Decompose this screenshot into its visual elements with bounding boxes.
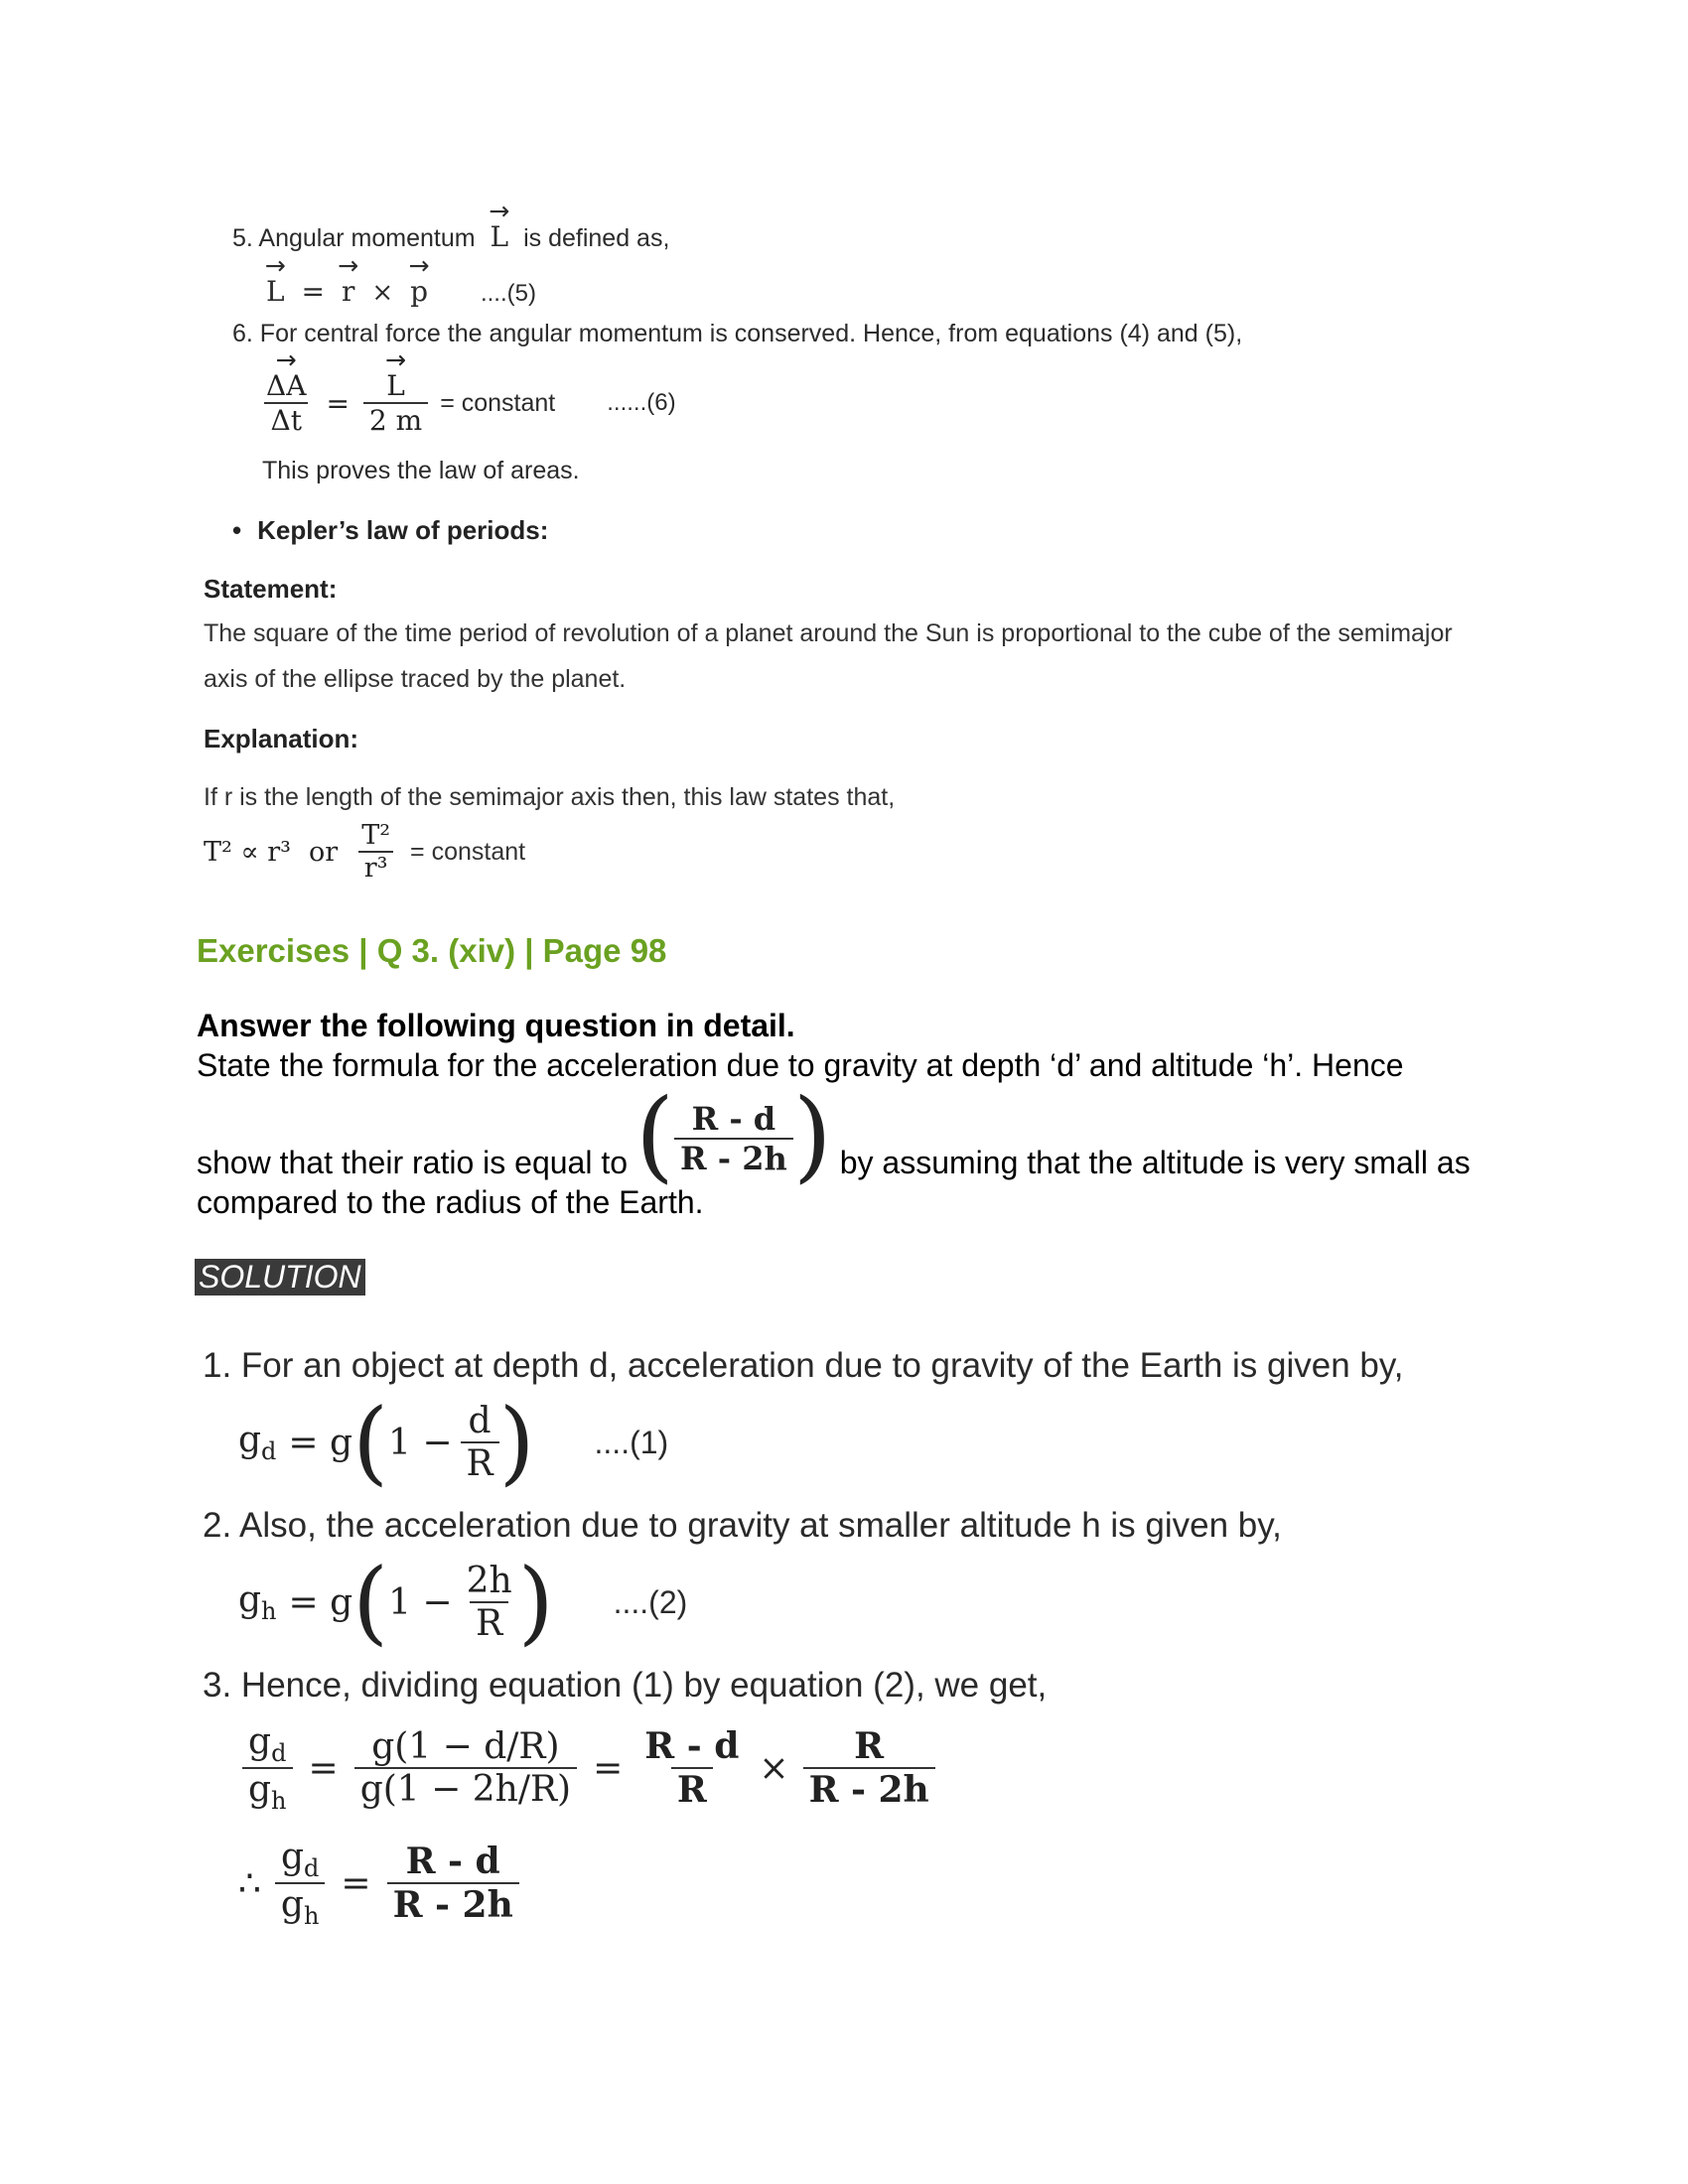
eq1-fraction — [461, 1401, 499, 1484]
eq3-middle-num: g(1 − d/R) — [371, 1726, 560, 1768]
law-of-areas-conclusion: This proves the law of areas. — [262, 457, 580, 484]
eq6-equals: = — [326, 386, 350, 420]
item5-lead: 5. Angular momentum — [232, 224, 476, 252]
eq4-gd: g — [280, 1837, 304, 1877]
eq2-lparen: ( — [352, 1549, 389, 1655]
eq2-ref: ....(2) — [613, 1583, 688, 1620]
eq3-gh: g — [248, 1769, 272, 1811]
eq5-L: → L — [266, 275, 285, 308]
law-proportional: T² ∝ r³ — [204, 836, 292, 868]
ratio-fraction — [674, 1100, 793, 1177]
eq3-right-fraction-1 — [638, 1725, 745, 1811]
eq1-ref: ....(1) — [594, 1424, 669, 1460]
equation-5 — [266, 275, 536, 308]
statement-line-1: The square of the time period of revolution of a planet around the Sun is proportional to the cube of the semimajor — [204, 619, 1453, 647]
solution-badge: SOLUTION — [195, 1259, 365, 1296]
question-line-2-post: by assuming that the altitude is very small as — [839, 1145, 1471, 1180]
question-line-3: compared to the radius of the Earth. — [197, 1184, 704, 1220]
eq4-gh: g — [280, 1884, 304, 1926]
right-paren: ) — [792, 1077, 832, 1193]
eq2-fraction — [461, 1561, 518, 1644]
eq2-g-letter: g — [238, 1578, 262, 1620]
eq3-right-fraction-2 — [803, 1725, 935, 1811]
item6-text: 6. For central force the angular momentum is conserved. Hence, from equations (4) and (5), — [232, 320, 1243, 347]
law-constant: = constant — [410, 837, 526, 866]
eq3-gh-sub: h — [271, 1787, 287, 1816]
equation-2 — [238, 1549, 688, 1655]
statement-label: Statement: — [204, 574, 338, 604]
eq4-left-num — [275, 1837, 325, 1882]
solution-step-2: 2. Also, the acceleration due to gravity at smaller altitude h is given by, — [203, 1506, 1282, 1545]
eq4-equals: = — [341, 1862, 371, 1904]
eq3-r2-num: R — [854, 1725, 885, 1768]
question-instruction: Answer the following question in detail. — [197, 1008, 795, 1043]
eq4-gd-sub: d — [304, 1854, 320, 1883]
eq4-left-fraction — [275, 1837, 326, 1930]
frac-r3: r³ — [358, 851, 394, 884]
left-paren: ( — [635, 1077, 675, 1193]
eq5-r: → r — [342, 275, 354, 308]
frac-L: → L — [380, 369, 411, 402]
eq2-one: 1 − — [388, 1581, 453, 1623]
fraction-T2-r3 — [355, 820, 396, 884]
eq3-left-num — [242, 1721, 292, 1767]
eq1-g-letter: g — [238, 1419, 262, 1460]
solution-step-3: 3. Hence, dividing equation (1) by equation (2), we get, — [203, 1666, 1048, 1705]
fraction-dA-dt — [260, 369, 312, 437]
eq6-ref: ......(6) — [607, 389, 676, 416]
eq3-gd-sub: d — [271, 1739, 287, 1768]
eq3-times: × — [759, 1747, 789, 1789]
eq5-equals: = — [301, 275, 326, 308]
exercise-heading: Exercises | Q 3. (xiv) | Page 98 — [197, 932, 667, 969]
solution-step-1: 1. For an object at depth d, acceleration due to gravity of the Earth is given by, — [203, 1346, 1404, 1385]
item5-tail: is defined as, — [523, 224, 670, 252]
frac-dA: → ΔA — [260, 369, 312, 402]
frac-dt: Δt — [264, 402, 307, 437]
eq4-gh-sub: h — [303, 1902, 320, 1931]
statement-line-2: axis of the ellipse traced by the planet. — [204, 665, 627, 693]
eq3-r2-den: R - 2h — [803, 1767, 935, 1811]
eq1-rparen: ) — [498, 1389, 535, 1495]
item5-line — [232, 220, 669, 253]
fraction-L-2m — [363, 369, 428, 437]
eq4-r-num: R - d — [405, 1841, 500, 1883]
eq1-den: R — [461, 1441, 499, 1484]
equation-3 — [242, 1721, 935, 1815]
therefore-symbol: ∴ — [238, 1862, 261, 1904]
eq3-left-den — [242, 1767, 293, 1815]
vector-L-symbol: → L — [491, 220, 509, 253]
eq2-mid: = g — [288, 1581, 353, 1623]
eq1-g — [238, 1420, 276, 1465]
question-line-2 — [197, 1077, 1471, 1193]
eq3-middle-fraction — [354, 1726, 577, 1810]
law-or: or — [309, 836, 339, 868]
eq1-one: 1 − — [387, 1422, 453, 1463]
eq4-left-den — [275, 1882, 326, 1930]
eq3-gd: g — [248, 1721, 272, 1762]
frac-T2: T² — [361, 820, 391, 851]
eq3-equals-1: = — [308, 1747, 339, 1789]
eq5-ref: ....(5) — [480, 280, 536, 307]
kepler-title: Kepler’s law of periods: — [257, 515, 549, 545]
eq2-sub: h — [261, 1597, 277, 1626]
eq2-g — [238, 1579, 277, 1625]
ratio-num: R - d — [691, 1100, 776, 1138]
eq3-equals-2: = — [593, 1747, 624, 1789]
eq1-num: d — [468, 1401, 492, 1441]
equation-4 — [238, 1837, 519, 1930]
explanation-text: If r is the length of the semimajor axis then, this law states that, — [204, 783, 896, 811]
frac-2m: 2 m — [363, 402, 428, 437]
eq2-rparen: ) — [517, 1549, 554, 1655]
kepler-law-equation — [204, 820, 525, 884]
eq1-mid: = g — [288, 1422, 353, 1463]
eq4-r-den: R - 2h — [387, 1882, 519, 1926]
equation-1 — [238, 1389, 669, 1495]
explanation-label: Explanation: — [204, 724, 359, 753]
eq2-num: 2h — [466, 1561, 512, 1601]
eq5-p: → p — [410, 275, 428, 308]
ratio-den: R - 2h — [674, 1138, 793, 1177]
eq1-lparen: ( — [352, 1389, 388, 1495]
eq3-r1-num: R - d — [644, 1725, 740, 1768]
eq5-times: × — [371, 278, 394, 308]
eq1-sub: d — [261, 1437, 277, 1466]
equation-6 — [260, 369, 676, 437]
eq3-middle-den: g(1 − 2h/R) — [354, 1767, 577, 1810]
eq3-r1-den: R — [671, 1767, 713, 1811]
eq3-left-fraction — [242, 1721, 293, 1815]
question-line-2-pre: show that their ratio is equal to — [197, 1145, 629, 1180]
eq6-rhs: = constant — [440, 388, 556, 417]
eq4-right-fraction — [387, 1841, 519, 1926]
eq2-den: R — [470, 1601, 508, 1644]
question-line-1: State the formula for the acceleration due to gravity at depth ‘d’ and altitude ‘h’. Hence — [197, 1047, 1404, 1083]
kepler-heading — [232, 515, 548, 546]
bullet: • — [232, 515, 242, 545]
